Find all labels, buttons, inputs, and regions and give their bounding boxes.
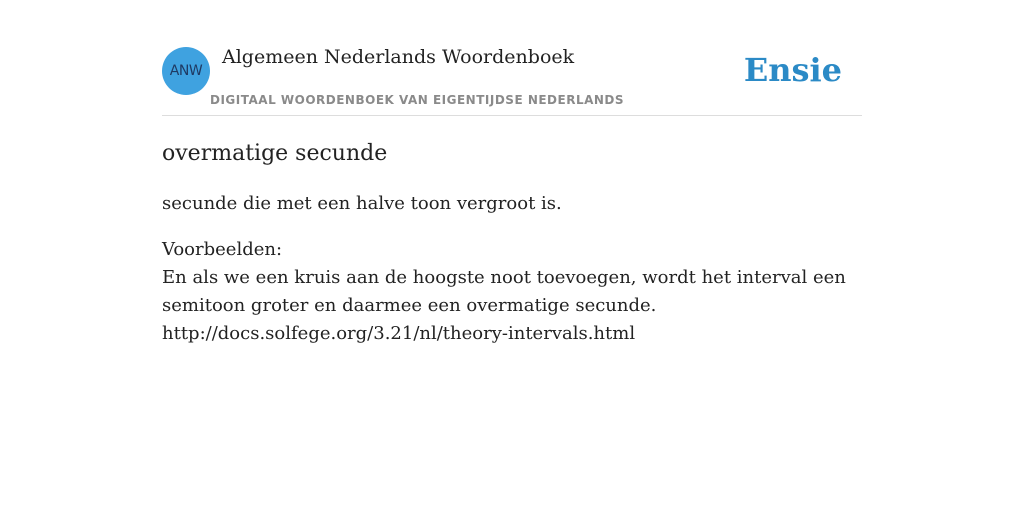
example-sentence: En als we een kruis aan de hoogste noot toevoegen, wordt het interval een semitoon groter en daarmee een overmatige secunde. xyxy=(162,267,846,316)
entry-definition: secunde die met een halve toon vergroot is. xyxy=(162,193,562,214)
anw-logo[interactable] xyxy=(162,47,210,95)
entry-content xyxy=(162,138,862,348)
site-subtitle: DIGITAAL WOORDENBOEK VAN EIGENTIJDSE NEDERLANDS xyxy=(210,93,625,107)
examples-label: Voorbeelden: xyxy=(162,239,283,260)
entry-title: overmatige secunde xyxy=(162,141,388,166)
site-title[interactable]: Algemeen Nederlands Woordenboek xyxy=(222,46,575,68)
ensie-brand-link[interactable]: Ensie xyxy=(743,51,842,89)
header xyxy=(162,40,862,116)
example-source: http://docs.solfege.org/3.21/nl/theory-intervals.html xyxy=(162,323,636,344)
examples-section xyxy=(162,236,862,348)
logo-text: ANW xyxy=(169,63,203,79)
